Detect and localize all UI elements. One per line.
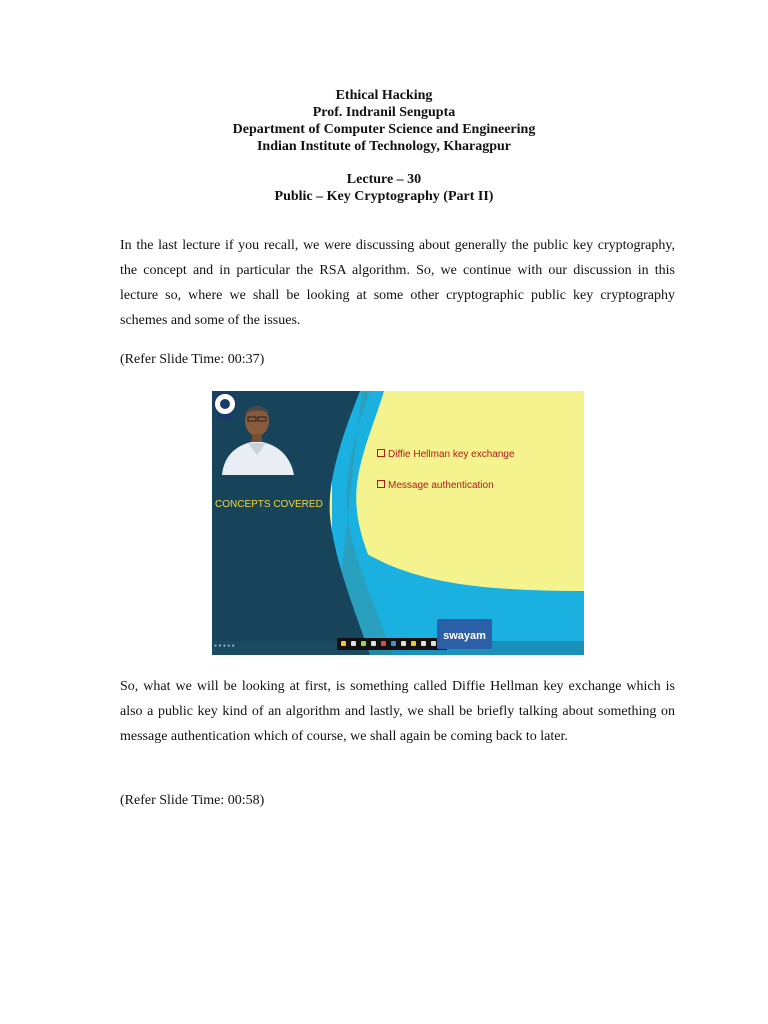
document-header [0, 87, 768, 155]
concepts-covered-label: CONCEPTS COVERED [215, 499, 323, 510]
slide-bullet-text: Diffie Hellman key exchange [388, 449, 515, 460]
lecture-title: Public – Key Cryptography (Part II) [274, 189, 494, 204]
slide-image [212, 391, 584, 655]
lecture-heading [0, 171, 768, 205]
lecture-number: Lecture – 30 [346, 172, 422, 187]
paragraph-diffie-hellman: So, what we will be looking at first, is something called Diffie Hellman key exchange which is also a public key kind of an algorithm and lastly, we shall be briefly talking about something on message authentication which of course, we shall again be coming back to later. [120, 679, 675, 744]
swayam-logo: swayam [437, 619, 492, 649]
professor-name: Prof. Indranil Sengupta [312, 105, 456, 120]
slide-footer-controls: ● ● ● ● ● [214, 643, 235, 649]
refer-slide-time: (Refer Slide Time: 00:37) [120, 352, 265, 367]
text-icon [421, 641, 426, 646]
checkbox-square-icon [377, 449, 385, 457]
checkbox-square-icon [377, 480, 385, 488]
clear-icon [431, 641, 436, 646]
refer-slide-time: (Refer Slide Time: 00:58) [120, 793, 265, 808]
color-blue-icon [391, 641, 396, 646]
color-red-icon [381, 641, 386, 646]
lecturer-video-icon [212, 391, 302, 475]
paragraph-intro: In the last lecture if you recall, we were discussing about generally the public key cryptography, the concept and in particular the RSA algorithm. So, we continue with our discussion in this lecture so, where we shall be looking at some other cryptographic public key cryptography schemes and some of the issues. [120, 238, 675, 328]
slide-bullet-diffie-hellman [377, 449, 515, 460]
slide-bullet-text: Message authentication [388, 480, 494, 491]
pen-icon [351, 641, 356, 646]
slide-bullet-message-authentication [377, 480, 494, 491]
shape-icon [411, 641, 416, 646]
slide-annotation-toolbar [337, 638, 447, 650]
highlighter-icon [361, 641, 366, 646]
undo-icon [401, 641, 406, 646]
eraser-icon [371, 641, 376, 646]
pointer-icon [341, 641, 346, 646]
department-name: Department of Computer Science and Engineering [232, 122, 536, 137]
course-title: Ethical Hacking [335, 88, 433, 103]
institute-name: Indian Institute of Technology, Kharagpur [256, 139, 511, 154]
